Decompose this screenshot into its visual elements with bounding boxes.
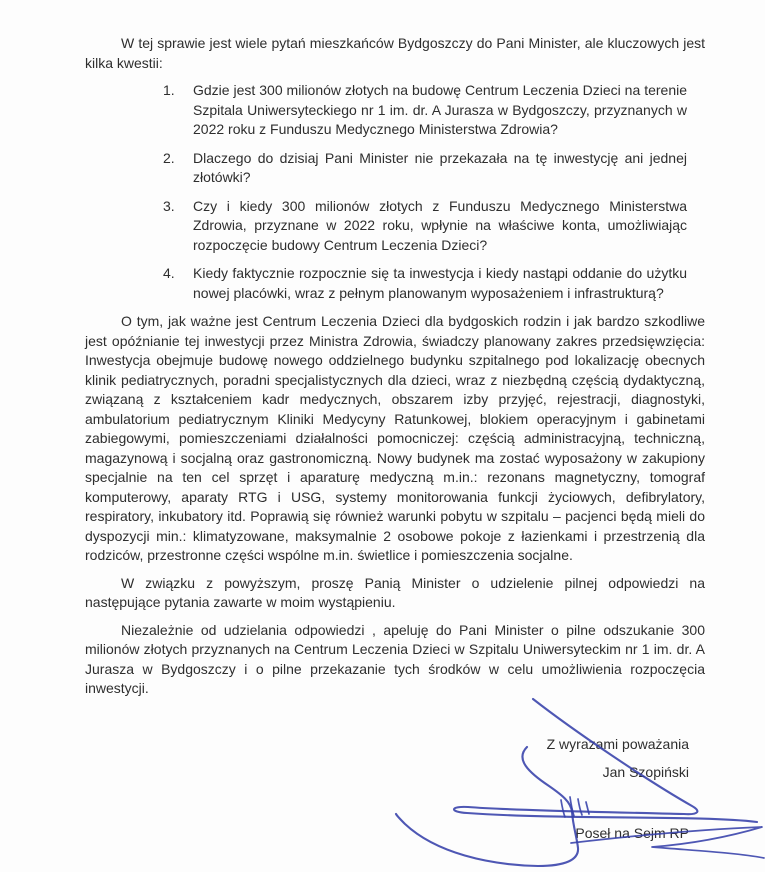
question-item-1 [163,81,687,140]
question-number: 3. [163,197,175,214]
question-number: 4. [163,265,175,281]
question-number: 2. [163,149,175,166]
appeal-paragraph: Niezależnie od udzielania odpowiedzi , apeluję do Pani Minister o pilne odszukanie 300 milionów złotych przyznanych na Centrum Leczenia Dzieci w Szpitalu Uniwersyteckim nr 1 im. dr. A Jurasza w Bydgoszczy i o pilne przekazanie tych środków w celu umożliwienia rozpoczęcia inwestycji. [85,621,705,696]
question-text: Czy i kiedy 300 milionów złotych z Funduszu Medycznego Ministerstwa Zdrowia, przyznane w 2022 roku, wpłynie na właściwe konta, umożliwiając rozpoczęcie budowy Centrum Leczenia Dzieci? [193,197,687,253]
question-item-4 [163,264,687,303]
closing-salutation: Z wyrazami poważania [546,736,689,752]
sender-title: Poseł na Sejm RP [575,825,689,841]
question-text: Dlaczego do dzisiaj Pani Minister nie przekazała na tę inwestycję ani jednej złotówki? [193,149,687,185]
question-text: Gdzie jest 300 milionów złotych na budowę Centrum Leczenia Dzieci na terenie Szpitala Uniwersyteckiego nr 1 im. dr. A Jurasza w Bydgoszczy, przyznanych w 2022 roku z Funduszu Medycznego Ministerstwa Zdrowia? [193,82,687,137]
scope-paragraph: O tym, jak ważne jest Centrum Leczenia Dzieci dla bydgoskich rodzin i jak bardzo szkodliwe jest opóźnianie tej inwestycji przez Ministra Zdrowia, świadczy planowany zakres przedsięwzięcia: Inwestycja obejmuje budowę nowego oddzielnego budynku szpitalnego pod lokalizację obecnych klinik pediatrycznych, poradni specjalistycznych dla dzieci, wraz z niezbędną częścią dydaktyczną, związaną z kształceniem kadr medycznych, obszarem izby przyjęć, rejestracji, diagnostyki, ambulatorium pediatrycznym Kliniki Medycyny Ratunkowej, blokiem operacyjnym i gabinetami zabiegowymi, pomieszczeniami działalności pomocniczej: częścią administracyjną, techniczną, magazynową i socjalną oraz gastronomiczną. Nowy budynek ma zostać wyposażony w zakupiony specjalnie na ten cel sprzęt i aparaturę medyczną m.in.: rezonans magnetyczny, tomograf komputerowy, aparaty RTG i USG, systemy monitorowania funkcji życiowych, defibrylatory, respiratory, inkubatory itd. Poprawią się również warunki pobytu w szpitalu – pacjenci będą mieli do dyspozycji min.: klimatyzowane, maksymalnie 2 osobowe pokoje z łazienkami i przestrzenią dla rodziców, przestronne części wspólne m.in. świetlice i pomieszczenia socjalne. [85,313,705,563]
question-item-3 [163,197,687,256]
questions-list [163,81,687,303]
intro-paragraph: W tej sprawie jest wiele pytań mieszkańców Bydgoszczy do Pani Minister, ale kluczowych jest kilka kwestii: [85,35,705,71]
question-number: 1. [163,82,175,98]
question-text: Kiedy faktycznie rozpocznie się ta inwestycja i kiedy nastąpi oddanie do użytku nowej placówki, wraz z pełnym planowanym wyposażeniem i infrastrukturą? [193,265,687,301]
request-paragraph: W związku z powyższym, proszę Panią Minister o udzielenie pilnej odpowiedzi na następujące pytania zawarte w moim wystąpieniu. [85,574,705,610]
question-item-2 [163,149,687,188]
closing-block [547,735,689,844]
letter-body [85,34,705,707]
sender-name: Jan Szopiński [602,763,689,780]
